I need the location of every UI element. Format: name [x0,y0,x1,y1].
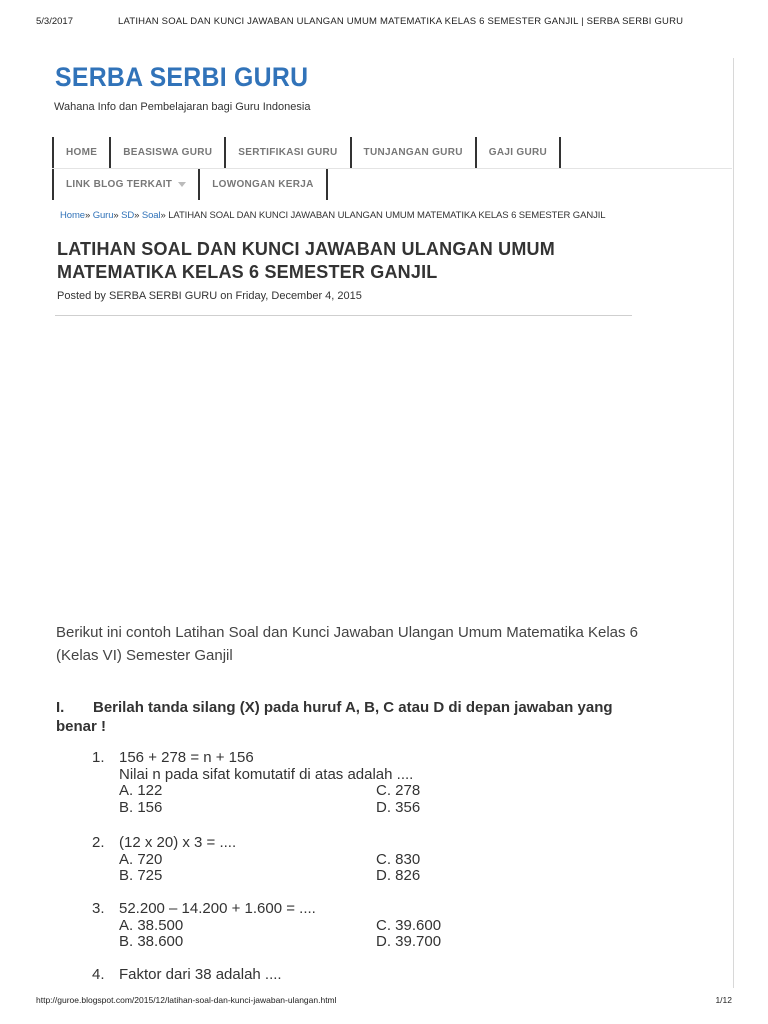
option-b: B. 725 [119,867,163,884]
print-date: 5/3/2017 [36,16,73,27]
question-text: Faktor dari 38 adalah .... [119,966,282,983]
nav-item-sertifikasi[interactable]: SERTIFIKASI GURU [226,137,351,168]
question-number: 2. [92,834,105,851]
post-divider [55,315,632,316]
option-b: B. 38.600 [119,933,184,950]
nav-item-tunjangan[interactable]: TUNJANGAN GURU [352,137,477,168]
main-nav-row-2 [52,169,328,200]
option-c: C. 830 [376,850,421,868]
question-text: 156 + 278 = n + 156 [119,749,254,766]
print-page-title: LATIHAN SOAL DAN KUNCI JAWABAN ULANGAN UMUM MATEMATIKA KELAS 6 SEMESTER GANJIL | SERBA SERBI GURU [118,16,684,27]
breadcrumb-separator: » [134,210,140,221]
site-title-link[interactable]: SERBA SERBI GURU [55,62,309,92]
post-intro: Berikut ini contoh Latihan Soal dan Kunci Jawaban Ulangan Umum Matematika Kelas 6 (Kelas VI) Semester Ganjil [56,624,638,664]
nav-item-beasiswa[interactable]: BEASISWA GURU [111,137,226,168]
post-meta: Posted by SERBA SERBI GURU on Friday, December 4, 2015 [57,290,362,302]
option-d: D. 356 [376,799,421,816]
question-text: (12 x 20) x 3 = .... [119,834,237,851]
option-b: B. 156 [119,799,163,816]
breadcrumb-separator: » [84,210,91,221]
option-d: D. 826 [376,867,421,884]
breadcrumb-home[interactable]: Home [60,210,85,221]
option-c: C. 278 [376,782,421,799]
option-d: D. 39.700 [376,933,442,950]
nav-item-link-blog-label: LINK BLOG TERKAIT [66,179,173,190]
option-a: A. 122 [119,782,163,799]
question-number: 3. [92,900,105,917]
section-number: I. [56,699,65,716]
nav-item-gaji[interactable]: GAJI GURU [477,137,561,168]
breadcrumb-separator: » [160,210,166,221]
breadcrumb-soal[interactable]: Soal [141,210,161,221]
question-number: 1. [92,749,105,766]
nav-item-home[interactable]: HOME [52,137,111,168]
post-title: LATIHAN SOAL DAN KUNCI JAWABAN ULANGAN UMUM MATEMATIKA KELAS 6 SEMESTER GANJIL [57,239,555,282]
site-tagline: Wahana Info dan Pembelajaran bagi Guru Indonesia [54,101,311,113]
nav-item-lowongan[interactable]: LOWONGAN KERJA [200,169,327,200]
option-a: A. 720 [119,850,163,868]
option-c: C. 39.600 [376,916,442,934]
breadcrumb [60,210,605,221]
question-text: 52.200 – 14.200 + 1.600 = .... [119,900,316,917]
section-heading [56,698,646,736]
section-instruction: Berilah tanda silang (X) pada huruf A, B, C atau D di depan jawaban yang benar ! [56,699,613,735]
print-page-number: 1/12 [715,995,732,1005]
dropdown-caret-icon [178,182,186,187]
breadcrumb-sd[interactable]: SD [121,210,135,221]
page-border [733,58,734,988]
question-subtext: Nilai n pada sifat komutatif di atas adalah .... [119,765,414,783]
print-url: http://guroe.blogspot.com/2015/12/latihan-soal-dan-kunci-jawaban-ulangan.html [36,995,337,1005]
breadcrumb-current: LATIHAN SOAL DAN KUNCI JAWABAN ULANGAN UMUM MATEMATIKA KELAS 6 SEMESTER GANJIL [168,210,606,221]
question-number: 4. [92,966,105,983]
main-nav [52,137,561,168]
nav-item-link-blog[interactable] [52,169,200,200]
option-a: A. 38.500 [119,916,184,934]
breadcrumb-guru[interactable]: Guru [92,210,114,221]
breadcrumb-separator: » [113,210,119,221]
